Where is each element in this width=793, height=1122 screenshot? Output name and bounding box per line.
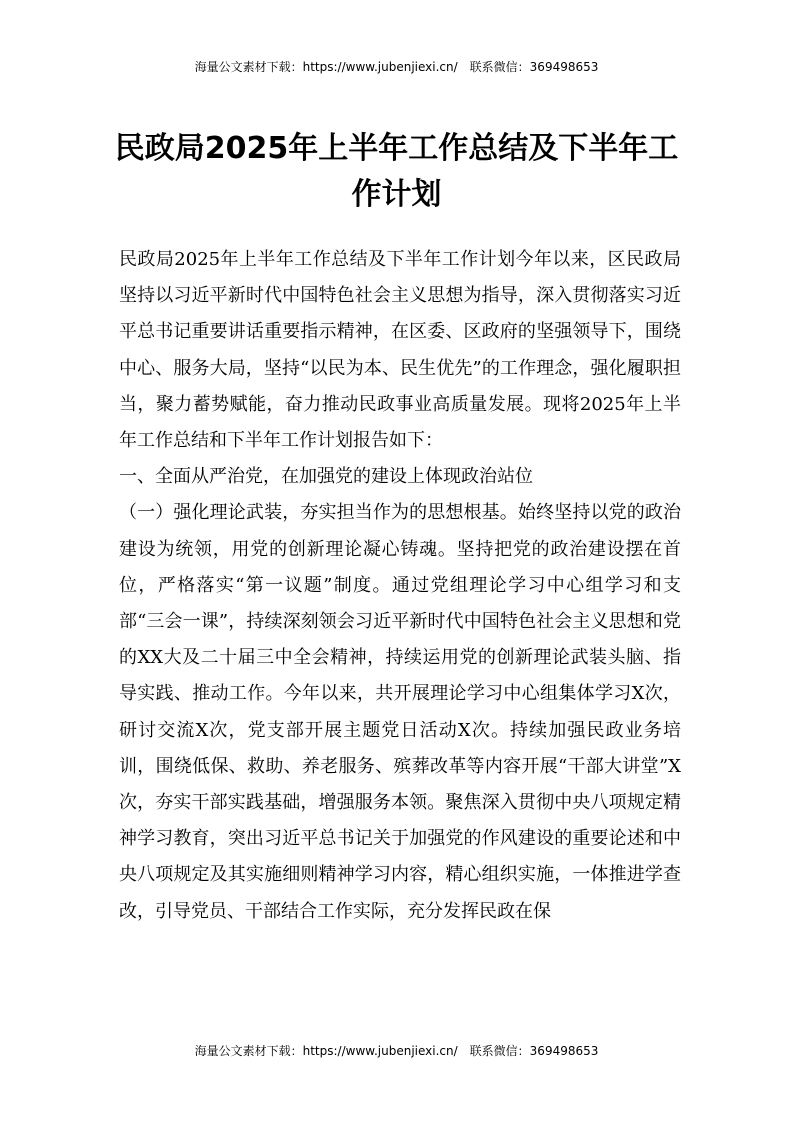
document-body [119, 242, 681, 930]
header-contact-text: 联系微信：369498653 [469, 60, 599, 74]
header-download-text: 海量公文素材下载：https://www.jubenjiexi.cn/ [194, 60, 458, 74]
footer-contact-text: 联系微信：369498653 [469, 1044, 599, 1058]
page-header [0, 58, 793, 75]
page-footer [0, 1042, 793, 1059]
section-heading-1: 一、全面从严治党，在加强党的建设上体现政治站位 [119, 466, 533, 488]
paragraph-intro: 民政局2025年上半年工作总结及下半年工作计划今年以来，区民政局坚持以习近平新时代中国特色社会主义思想为指导，深入贯彻落实习近平总书记重要讲话重要指示精神，在区委、区政府的坚强领导下，围绕中心、服务大局，坚持“以民为本、民生优先”的工作理念，强化履职担当，聚力蓄势赋能，奋力推动民政事业高质量发展。现将2025年上半年工作总结和下半年工作计划报告如下： [119, 249, 681, 452]
paragraph-theory: （一）强化理论武装，夯实担当作为的思想根基。始终坚持以党的政治建设为统领，用党的创新理论凝心铸魂。坚持把党的政治建设摆在首位，严格落实“第一议题”制度。通过党组理论学习中心组学习和支部“三会一课”，持续深刻领会习近平新时代中国特色社会主义思想和党的XX大及二十届三中全会精神，持续运用党的创新理论武装头脑、指导实践、推动工作。今年以来，共开展理论学习中心组集体学习X次，研讨交流X次，党支部开展主题党日活动X次。持续加强民政业务培训，围绕低保、救助、养老服务、殡葬改革等内容开展“干部大讲堂”X次，夯实干部实践基础，增强服务本领。聚焦深入贯彻中央八项规定精神学习教育，突出习近平总书记关于加强党的作风建设的重要论述和中央八项规定及其实施细则精神学习内容，精心组织实施，一体推进学查改，引导党员、干部结合工作实际，充分发挥民政在保 [119, 502, 681, 922]
document-title: 民政局2025年上半年工作总结及下半年工作计划 [114, 131, 679, 212]
footer-download-text: 海量公文素材下载：https://www.jubenjiexi.cn/ [194, 1044, 458, 1058]
